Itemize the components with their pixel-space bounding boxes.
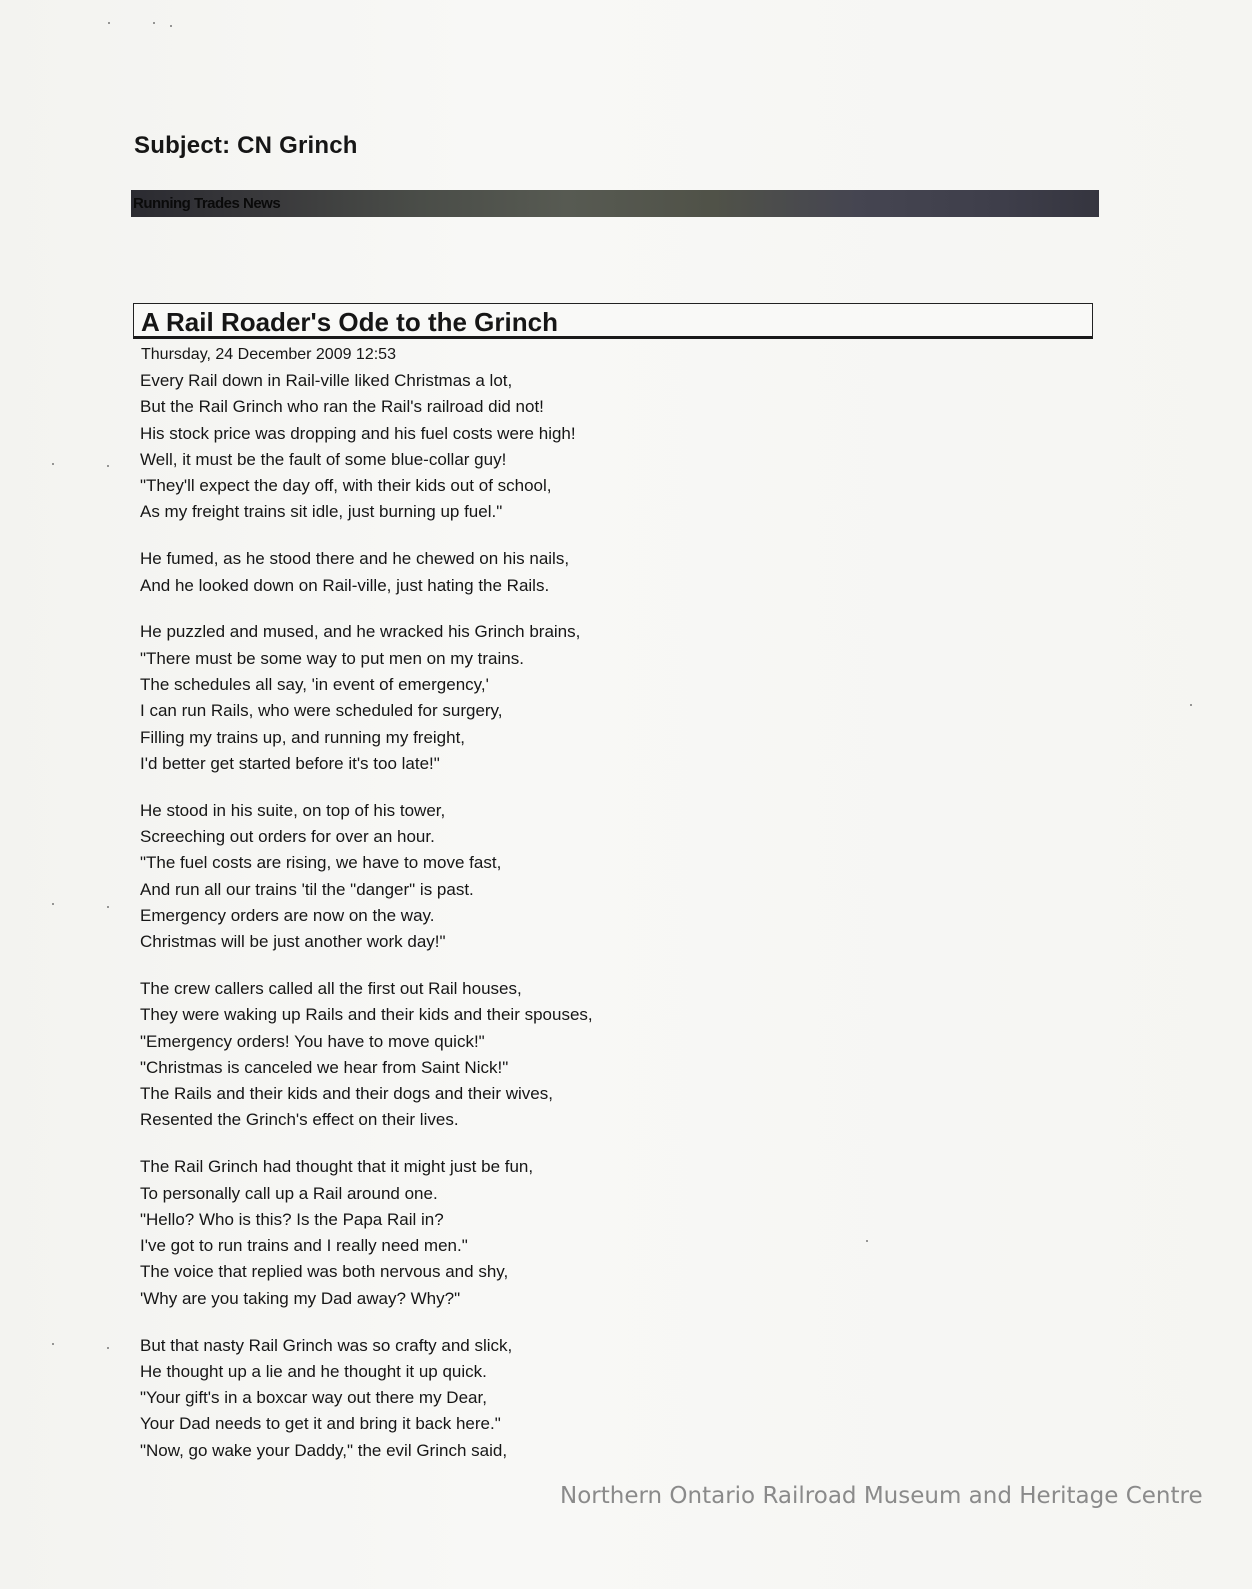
scan-speck <box>52 463 54 465</box>
poem-line: His stock price was dropping and his fuel costs were high! <box>140 423 576 443</box>
poem-line: The Rails and their kids and their dogs and their wives, <box>140 1084 553 1104</box>
poem-line: "Your gift's in a boxcar way out there my Dear, <box>140 1388 487 1408</box>
poem-stanza <box>140 798 780 956</box>
scan-speck <box>170 25 172 27</box>
poem-stanza <box>140 1154 780 1312</box>
scan-speck <box>153 22 155 24</box>
poem-line: Filling my trains up, and running my freight, <box>140 727 466 747</box>
poem-line: The voice that replied was both nervous and shy, <box>140 1262 509 1282</box>
poem-line: But that nasty Rail Grinch was so crafty and slick, <box>140 1335 513 1355</box>
poem-line: "Now, go wake your Daddy," the evil Grinch said, <box>140 1440 508 1460</box>
article-title: A Rail Roader's Ode to the Grinch <box>141 307 558 337</box>
poem-line: "Emergency orders! You have to move quick!" <box>140 1031 485 1051</box>
poem-line: "Hello? Who is this? Is the Papa Rail in? <box>140 1209 444 1229</box>
poem-line: But the Rail Grinch who ran the Rail's railroad did not! <box>140 397 544 417</box>
poem-stanza <box>140 619 780 777</box>
museum-watermark: Northern Ontario Railroad Museum and Heritage Centre <box>560 1483 1203 1509</box>
poem-line: He stood in his suite, on top of his tower, <box>140 800 446 820</box>
poem-stanza <box>140 1333 780 1464</box>
poem-stanza <box>140 546 780 599</box>
poem-line: Your Dad needs to get it and bring it back here." <box>140 1414 501 1434</box>
poem-line: "Christmas is canceled we hear from Saint Nick!" <box>140 1057 509 1077</box>
poem-line: "The fuel costs are rising, we have to move fast, <box>140 853 502 873</box>
poem-line: 'Why are you taking my Dad away? Why?" <box>140 1288 461 1308</box>
poem-line: I can run Rails, who were scheduled for surgery, <box>140 701 503 721</box>
poem-stanza <box>140 976 780 1134</box>
email-subject: Subject: CN Grinch <box>134 132 358 159</box>
poem-line: He puzzled and mused, and he wracked his Grinch brains, <box>140 622 581 642</box>
poem-line: "There must be some way to put men on my trains. <box>140 648 524 668</box>
poem-stanza <box>140 368 780 526</box>
poem-line: "They'll expect the day off, with their kids out of school, <box>140 476 552 496</box>
poem-line: Every Rail down in Rail-ville liked Christmas a lot, <box>140 371 513 390</box>
scan-speck <box>107 465 109 467</box>
scan-speck <box>1190 704 1192 706</box>
poem-line: As my freight trains sit idle, just burning up fuel." <box>140 502 503 522</box>
article-date: Thursday, 24 December 2009 12:53 <box>141 346 396 363</box>
poem-body <box>140 368 780 1484</box>
poem-line: Emergency orders are now on the way. <box>140 905 435 925</box>
scan-speck <box>107 1347 109 1349</box>
poem-line: Resented the Grinch's effect on their lives. <box>140 1110 459 1130</box>
poem-line: I'd better get started before it's too late!" <box>140 753 440 773</box>
poem-line: Christmas will be just another work day!" <box>140 932 446 952</box>
scan-speck <box>52 903 54 905</box>
poem-line: The Rail Grinch had thought that it might just be fun, <box>140 1157 534 1177</box>
poem-line: The schedules all say, 'in event of emergency,' <box>140 674 489 694</box>
poem-line: They were waking up Rails and their kids and their spouses, <box>140 1005 593 1025</box>
poem-line: To personally call up a Rail around one. <box>140 1183 438 1203</box>
banner-label: Running Trades News <box>133 195 281 212</box>
poem-line: And run all our trains 'til the "danger" is past. <box>140 879 474 899</box>
scan-speck <box>107 906 109 908</box>
poem-line: He thought up a lie and he thought it up quick. <box>140 1361 487 1381</box>
scan-speck <box>866 1240 868 1242</box>
poem-line: I've got to run trains and I really need men." <box>140 1236 468 1256</box>
poem-line: He fumed, as he stood there and he chewed on his nails, <box>140 549 570 569</box>
article-title-box <box>133 303 1093 339</box>
poem-line: And he looked down on Rail-ville, just hating the Rails. <box>140 575 550 595</box>
poem-line: Screeching out orders for over an hour. <box>140 826 435 846</box>
poem-line: The crew callers called all the first out Rail houses, <box>140 978 522 998</box>
poem-line: Well, it must be the fault of some blue-collar guy! <box>140 449 507 469</box>
newsletter-banner <box>131 190 1099 217</box>
scan-speck <box>108 22 110 24</box>
scan-speck <box>52 1343 54 1345</box>
